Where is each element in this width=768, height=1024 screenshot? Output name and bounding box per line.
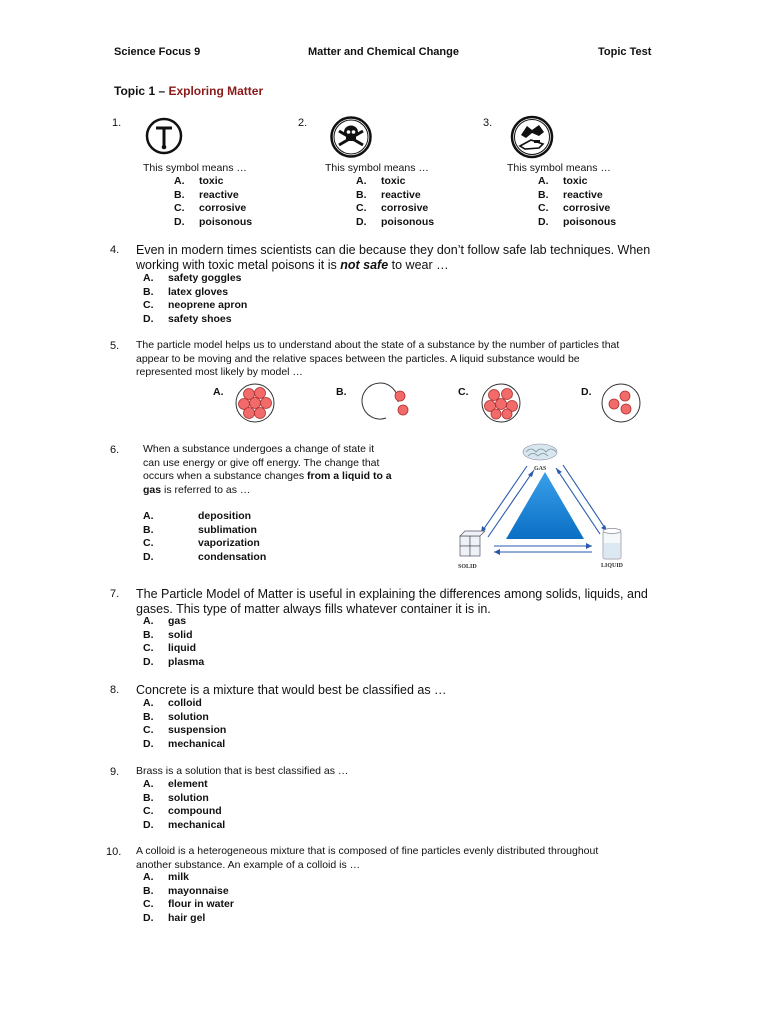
solid-cube-icon	[460, 531, 485, 556]
q4-line-2: working with toxic metal poisons it is not safe to wear …	[136, 258, 449, 272]
q6-line-4: gas is referred to as …	[143, 483, 251, 496]
q7-options	[143, 615, 204, 669]
q10-number: 10.	[106, 846, 122, 858]
q9-option-d[interactable]: D. mechanical	[143, 818, 226, 831]
q5-number: 5.	[110, 340, 120, 352]
q10-text	[136, 845, 598, 872]
q10-option-d[interactable]: D. hair gel	[143, 911, 206, 924]
q2-option-a[interactable]: A. toxic	[356, 175, 406, 187]
q9-option-b[interactable]: B. solution	[143, 791, 209, 804]
toxic-symbol-icon	[144, 116, 184, 156]
q8-options	[143, 697, 226, 751]
q1-option-b[interactable]: B. reactive	[174, 188, 239, 201]
q10-option-b[interactable]: B. mayonnaise	[143, 884, 229, 897]
q4-option-d[interactable]: D. safety shoes	[143, 312, 232, 325]
header-right: Topic Test	[598, 46, 652, 58]
model-d-icon	[600, 382, 642, 424]
triangle-icon	[506, 472, 584, 539]
q4-emphasis: not safe	[340, 258, 389, 272]
q6-number: 6.	[110, 444, 120, 456]
q4-line-1: Even in modern times scientists can die because they don’t follow safe lab techniques. When	[136, 243, 651, 257]
q4-option-a[interactable]: A. safety goggles	[143, 272, 242, 284]
corrosive-symbol-icon	[509, 114, 555, 160]
q1-option-d[interactable]: D. poisonous	[174, 215, 253, 228]
q2-option-b[interactable]: B. reactive	[356, 188, 421, 201]
q3-options	[538, 175, 616, 229]
topic-prefix: Topic 1 –	[114, 84, 169, 98]
model-c-icon	[480, 382, 522, 424]
q7-option-a[interactable]: A. gas	[143, 615, 187, 627]
gas-label: GAS	[534, 466, 547, 472]
q2-options	[356, 175, 434, 229]
q8-number: 8.	[110, 684, 120, 696]
q7-option-d[interactable]: D. plasma	[143, 655, 205, 668]
q8-option-c[interactable]: C. suspension	[143, 724, 227, 736]
q10-options	[143, 871, 234, 925]
q5-model-d-label[interactable]: D.	[581, 386, 592, 398]
q6-line-3: occurs when a substance changes from a liquid to a	[143, 470, 392, 482]
q7-option-b[interactable]: B. solid	[143, 628, 193, 641]
q2-option-c[interactable]: C. corrosive	[356, 202, 429, 214]
q6-option-d[interactable]: D. condensation	[143, 550, 267, 563]
q2-number: 2.	[298, 117, 308, 129]
q9-option-a[interactable]: A. element	[143, 778, 208, 790]
q9-options	[143, 778, 225, 832]
q8-option-d[interactable]: D. mechanical	[143, 737, 226, 750]
q7-option-c[interactable]: C. liquid	[143, 642, 196, 654]
header-center: Matter and Chemical Change	[308, 46, 459, 58]
q6-option-b[interactable]: B. sublimation	[143, 523, 257, 536]
q3-option-b[interactable]: B. reactive	[538, 188, 603, 201]
topic-heading	[114, 84, 263, 98]
q4-option-c[interactable]: C. neoprene apron	[143, 299, 248, 311]
q9-option-c[interactable]: C. compound	[143, 805, 222, 817]
solid-label: SOLID	[458, 564, 477, 570]
q7-text	[136, 587, 648, 617]
topic-title: Exploring Matter	[168, 84, 264, 98]
q5-text	[136, 339, 619, 380]
liquid-glass-icon	[603, 529, 621, 560]
q6-options	[143, 510, 266, 564]
q1-number: 1.	[112, 117, 122, 129]
q10-line-2: another substance. An example of a colloid is …	[136, 858, 361, 871]
q9-number: 9.	[110, 766, 120, 778]
q7-line-1: The Particle Model of Matter is useful in explaining the differences among solids, liquids, and	[136, 587, 648, 601]
q1-options	[174, 175, 252, 229]
q6-option-a[interactable]: A. deposition	[143, 510, 252, 522]
q5-model-c-label[interactable]: C.	[458, 386, 469, 398]
q9-text: Brass is a solution that is best classified as …	[136, 765, 349, 777]
q3-option-c[interactable]: C. corrosive	[538, 202, 611, 214]
model-b-icon	[356, 382, 412, 424]
q3-option-a[interactable]: A. toxic	[538, 175, 588, 187]
header-left: Science Focus 9	[114, 46, 201, 58]
q1-option-a[interactable]: A. toxic	[174, 175, 224, 187]
q1-option-c[interactable]: C. corrosive	[174, 202, 247, 214]
q4-text	[136, 243, 650, 273]
q5-line-3: represented most likely by model …	[136, 366, 303, 378]
gas-cloud-icon	[523, 444, 557, 460]
q6-line-2: can use energy or give off energy. The change that	[143, 456, 380, 469]
q5-model-b-label[interactable]: B.	[336, 386, 347, 398]
q7-line-2: gases. This type of matter always fills whatever container it is in.	[136, 602, 491, 616]
q10-line-1: A colloid is a heterogeneous mixture that is composed of fine particles evenly distributed throughout	[136, 845, 599, 857]
q8-option-a[interactable]: A. colloid	[143, 697, 202, 709]
q10-option-a[interactable]: A. milk	[143, 871, 190, 883]
q4-number: 4.	[110, 244, 120, 256]
skull-crossbones-icon	[329, 115, 373, 159]
q2-option-d[interactable]: D. poisonous	[356, 215, 435, 228]
q6-text	[143, 443, 392, 497]
q2-caption: This symbol means …	[325, 162, 429, 174]
q8-text: Concrete is a mixture that would best be classified as …	[136, 683, 447, 697]
q4-options	[143, 272, 247, 326]
q7-number: 7.	[110, 588, 120, 600]
q1-caption: This symbol means …	[143, 162, 247, 174]
model-a-icon	[234, 382, 276, 424]
q4-option-b[interactable]: B. latex gloves	[143, 285, 229, 298]
q10-option-c[interactable]: C. flour in water	[143, 898, 234, 910]
states-of-matter-diagram	[452, 440, 642, 575]
liquid-label: LIQUID	[601, 563, 624, 569]
q3-option-d[interactable]: D. poisonous	[538, 215, 617, 228]
q8-option-b[interactable]: B. solution	[143, 710, 209, 723]
q5-line-1: The particle model helps us to understand about the state of a substance by the number of particles that	[136, 339, 620, 351]
q6-option-c[interactable]: C. vaporization	[143, 537, 260, 549]
q3-caption: This symbol means …	[507, 162, 611, 174]
q3-number: 3.	[483, 117, 493, 129]
q5-line-2: appear to be moving and the relative spaces between the particles. A liquid substance would be	[136, 352, 580, 365]
q6-line-1: When a substance undergoes a change of state it	[143, 443, 375, 455]
q5-model-a-label[interactable]: A.	[213, 386, 224, 398]
